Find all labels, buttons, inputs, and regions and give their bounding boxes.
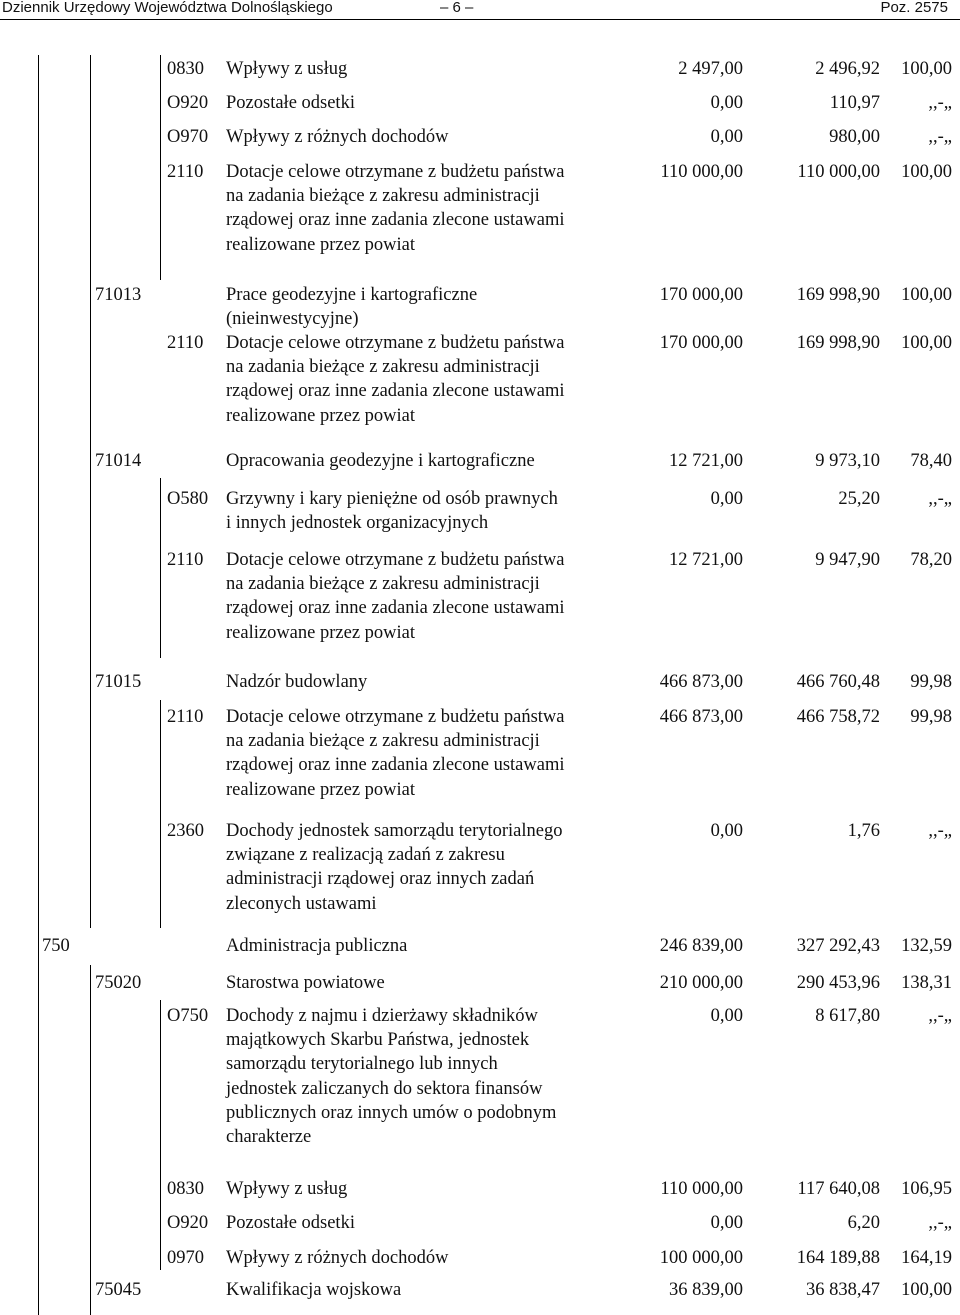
execution-value: 110 000,00 xyxy=(797,162,880,182)
row-description: Dochody z najmu i dzierżawy składników majątkowych Skarbu Państwa, jednostek samorządu terytorialnego lub innych jednostek zaliczanych do sektora finansów publicznych oraz innych umów o podobnym charakterze xyxy=(226,1006,557,1148)
subsection-code: 71013 xyxy=(95,285,142,305)
paragraph-code: O750 xyxy=(167,1006,209,1026)
row-description: Dotacje celowe otrzymane z budżetu państwa na zadania bieżące z zakresu administracji rządowej oraz inne zadania zlecone ustawami realizowane przez powiat xyxy=(226,333,565,426)
execution-value: 980,00 xyxy=(829,127,880,147)
paragraph-code: O920 xyxy=(167,1213,209,1233)
plan-value: 0,00 xyxy=(710,489,743,509)
percent-value: 78,40 xyxy=(910,451,952,471)
execution-value: 8 617,80 xyxy=(815,1006,880,1026)
execution-value: 466 760,48 xyxy=(796,672,880,692)
execution-value: 2 496,92 xyxy=(815,59,880,79)
row-description: Dotacje celowe otrzymane z budżetu państwa na zadania bieżące z zakresu administracji rządowej oraz inne zadania zlecone ustawami realizowane przez powiat xyxy=(226,707,565,800)
row-description: Nadzór budowlany xyxy=(226,672,368,692)
percent-value: 99,98 xyxy=(910,707,952,727)
percent-value: 78,20 xyxy=(910,550,952,570)
row-description: Pozostałe odsetki xyxy=(226,1213,355,1233)
header-rule xyxy=(0,19,960,20)
plan-value: 170 000,00 xyxy=(659,285,743,305)
row-description: Kwalifikacja wojskowa xyxy=(226,1280,402,1300)
percent-value: ,,-„ xyxy=(928,127,952,147)
table-border-dzial-lower xyxy=(90,965,91,1315)
execution-value: 36 838,47 xyxy=(806,1280,880,1300)
row-description: Dotacje celowe otrzymane z budżetu państwa na zadania bieżące z zakresu administracji rządowej oraz inne zadania zlecone ustawami realizowane przez powiat xyxy=(226,162,565,255)
subsection-code: 71015 xyxy=(95,672,142,692)
row-description: Wpływy z różnych dochodów xyxy=(226,1248,449,1268)
row-description: Dotacje celowe otrzymane z budżetu państwa na zadania bieżące z zakresu administracji rządowej oraz inne zadania zlecone ustawami realizowane przez powiat xyxy=(226,550,565,643)
plan-value: 210 000,00 xyxy=(659,973,743,993)
paragraph-code: 0830 xyxy=(167,59,204,79)
execution-value: 117 640,08 xyxy=(797,1179,880,1199)
percent-value: 164,19 xyxy=(901,1248,952,1268)
paragraph-code: 2110 xyxy=(167,707,204,727)
plan-value: 110 000,00 xyxy=(660,1179,743,1199)
subsection-code: 71014 xyxy=(95,451,142,471)
plan-value: 100 000,00 xyxy=(659,1248,743,1268)
percent-value: 100,00 xyxy=(901,333,952,353)
percent-value: ,,-„ xyxy=(928,1006,952,1026)
row-description: Opracowania geodezyjne i kartograficzne xyxy=(226,451,535,471)
subsection-code: 75045 xyxy=(95,1280,142,1300)
table-border-dzial xyxy=(90,55,91,928)
paragraph-code: O920 xyxy=(167,93,209,113)
percent-value: 132,59 xyxy=(901,936,952,956)
paragraph-code: 0970 xyxy=(167,1248,204,1268)
execution-value: 327 292,43 xyxy=(796,936,880,956)
percent-value: ,,-„ xyxy=(928,821,952,841)
execution-value: 1,76 xyxy=(847,821,880,841)
row-description: Wpływy z usług xyxy=(226,59,348,79)
plan-value: 110 000,00 xyxy=(660,162,743,182)
plan-value: 466 873,00 xyxy=(659,672,743,692)
execution-value: 169 998,90 xyxy=(796,333,880,353)
plan-value: 246 839,00 xyxy=(659,936,743,956)
paragraph-code: 0830 xyxy=(167,1179,204,1199)
row-description: Grzywny i kary pieniężne od osób prawnych i innych jednostek organizacyjnych xyxy=(226,489,558,534)
page-header xyxy=(0,0,960,22)
paragraph-code: 2360 xyxy=(167,821,204,841)
percent-value: 106,95 xyxy=(901,1179,952,1199)
row-description: Administracja publiczna xyxy=(226,936,408,956)
execution-value: 290 453,96 xyxy=(796,973,880,993)
execution-value: 466 758,72 xyxy=(796,707,880,727)
execution-value: 9 947,90 xyxy=(815,550,880,570)
percent-value: 100,00 xyxy=(901,285,952,305)
execution-value: 169 998,90 xyxy=(796,285,880,305)
row-description: Prace geodezyjne i kartograficzne (nieinwestycyjne) xyxy=(226,285,478,330)
table-border-rozdzial-b xyxy=(160,478,161,658)
paragraph-code: 2110 xyxy=(167,550,204,570)
percent-value: 100,00 xyxy=(901,1280,952,1300)
plan-value: 2 497,00 xyxy=(678,59,743,79)
plan-value: 170 000,00 xyxy=(659,333,743,353)
plan-value: 36 839,00 xyxy=(669,1280,743,1300)
subsection-code: 75020 xyxy=(95,973,142,993)
section-code: 750 xyxy=(42,936,70,956)
row-description: Wpływy z różnych dochodów xyxy=(226,127,449,147)
plan-value: 0,00 xyxy=(710,93,743,113)
percent-value: 100,00 xyxy=(901,162,952,182)
table-border-rozdzial xyxy=(160,55,161,280)
row-description: Pozostałe odsetki xyxy=(226,93,355,113)
row-description: Starostwa powiatowe xyxy=(226,973,385,993)
row-description: Dochody jednostek samorządu terytorialnego związane z realizacją zadań z zakresu administracji rządowej oraz innych zadań zleconych ustawami xyxy=(226,821,563,914)
execution-value: 6,20 xyxy=(847,1213,880,1233)
plan-value: 466 873,00 xyxy=(659,707,743,727)
percent-value: 100,00 xyxy=(901,59,952,79)
percent-value: 138,31 xyxy=(901,973,952,993)
plan-value: 12 721,00 xyxy=(669,550,743,570)
plan-value: 0,00 xyxy=(710,821,743,841)
plan-value: 0,00 xyxy=(710,1006,743,1026)
row-description: Wpływy z usług xyxy=(226,1179,348,1199)
paragraph-code: 2110 xyxy=(167,333,204,353)
paragraph-code: O580 xyxy=(167,489,209,509)
percent-value: 99,98 xyxy=(910,672,952,692)
percent-value: ,,-„ xyxy=(928,1213,952,1233)
table-border-rozdzial-d xyxy=(160,1000,161,1270)
execution-value: 9 973,10 xyxy=(815,451,880,471)
execution-value: 25,20 xyxy=(838,489,880,509)
plan-value: 0,00 xyxy=(710,1213,743,1233)
plan-value: 0,00 xyxy=(710,127,743,147)
journal-title: Dziennik Urzędowy Województwa Dolnośląskiego xyxy=(2,0,333,16)
paragraph-code: O970 xyxy=(167,127,209,147)
percent-value: ,,-„ xyxy=(928,93,952,113)
table-border-rozdzial-c xyxy=(160,700,161,928)
execution-value: 164 189,88 xyxy=(796,1248,880,1268)
position-number: Poz. 2575 xyxy=(880,0,948,16)
execution-value: 110,97 xyxy=(829,93,880,113)
table-border-left xyxy=(38,55,39,1315)
plan-value: 12 721,00 xyxy=(669,451,743,471)
percent-value: ,,-„ xyxy=(928,489,952,509)
page-number: – 6 – xyxy=(440,0,474,16)
paragraph-code: 2110 xyxy=(167,162,204,182)
